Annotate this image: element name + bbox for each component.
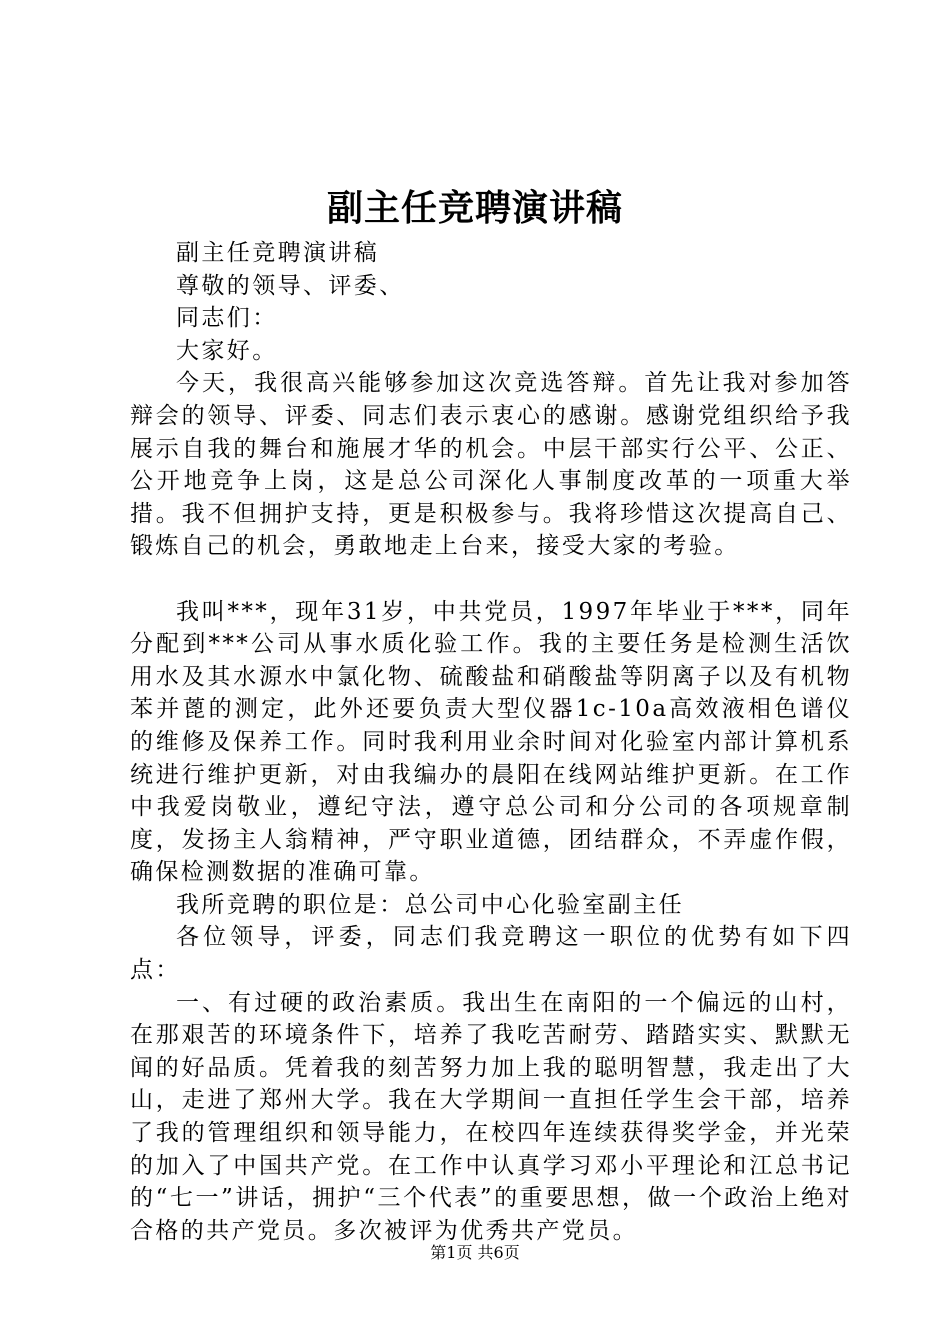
page-footer: 第1页 共6页 [430, 1243, 520, 1262]
paragraph-salutation: 尊敬的领导、评委、 [176, 272, 405, 299]
paragraph-self-intro: 我叫***，现年31岁，中共党员，1997年毕业于***，同年分配到***公司从事水质化验工作。我的主要任务是检测生活饮用水及其水源水中氯化物、硫酸盐和硝酸盐等阴离子以及有机物苯并蓖的测定，此外还要负责大型仪器1c-10a高效液相色谱仪的维修及保养工作。同时我利用业余时间对化验室内部计算机系统进行维护更新，对由我编办的晨阳在线网站维护更新。在工作中我爱岗敬业，遵纪守法，遵守总公司和分公司的各项规章制度，发扬主人翁精神，严守职业道德，团结群众，不弄虚作假，确保检测数据的准确可靠。 [130, 598, 852, 886]
paragraph-greeting: 大家好。 [176, 337, 278, 364]
paragraph-point-one: 一、有过硬的政治素质。我出生在南阳的一个偏远的山村，在那艰苦的环境条件下，培养了我吃苦耐劳、踏踏实实、默默无闻的好品质。凭着我的刻苦努力加上我的聪明智慧，我走出了大山，走进了郑州大学。我在大学期间一直担任学生会干部，培养了我的管理组织和领导能力，在校四年连续获得奖学金，并光荣的加入了中国共产党。在工作中认真学习邓小平理论和江总书记的“七一”讲话，拥护“三个代表”的重要思想，做一个政治上绝对合格的共产党员。多次被评为优秀共产党员。 [130, 989, 852, 1244]
paragraph-comrades: 同志们： [176, 305, 278, 332]
paragraph-position: 我所竞聘的职位是：总公司中心化验室副主任 [176, 891, 684, 918]
paragraph-advantages: 各位领导，评委，同志们我竞聘这一职位的优势有如下四点： [130, 924, 852, 984]
paragraph-spacer [130, 563, 852, 596]
paragraph-intro: 今天，我很高兴能够参加这次竞选答辩。首先让我对参加答辩会的领导、评委、同志们表示衷心的感谢。感谢党组织给予我展示自我的舞台和施展才华的机会。中层干部实行公平、公正、公开地竞争上岗，这是总公司深化人事制度改革的一项重大举措。我不但拥护支持，更是积极参与。我将珍惜这次提高自己、锻炼自己的机会，勇敢地走上台来，接受大家的考验。 [130, 370, 852, 560]
document-body [130, 237, 852, 1247]
document-title: 副主任竞聘演讲稿 [326, 187, 623, 229]
paragraph-heading: 副主任竞聘演讲稿 [176, 240, 380, 266]
